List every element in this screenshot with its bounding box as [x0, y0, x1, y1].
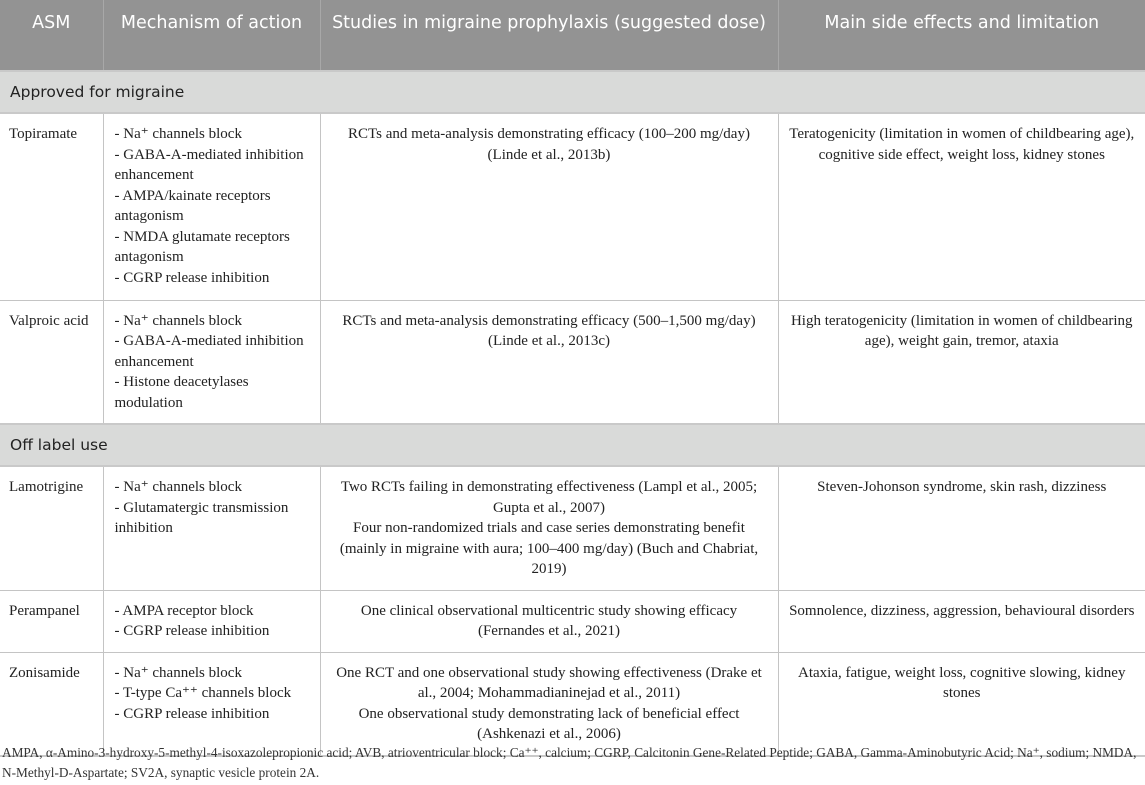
mechanism-item: - Histone deacetylases modulation [114, 374, 249, 411]
side-effects-cell: Teratogenicity (limitation in women of childbearing age), cognitive side effect, weight loss, kidney stones [778, 113, 1145, 300]
section-title: Approved for migraine [0, 71, 1145, 113]
mechanism-item: - Na⁺ channels block [114, 479, 242, 495]
table-header-row [0, 0, 1145, 71]
mechanism-item: - AMPA/kainate receptors antagonism [114, 187, 271, 224]
mechanism-item: - T-type Ca⁺⁺ channels block [114, 685, 292, 701]
table-row [0, 466, 1145, 590]
header-studies: Studies in migraine prophylaxis (suggested dose) [320, 0, 778, 71]
section-row-off-label [0, 424, 1145, 466]
asm-name: Topiramate [0, 113, 103, 300]
table-row [0, 590, 1145, 652]
studies-cell [320, 466, 778, 590]
section-row-approved [0, 71, 1145, 113]
asm-name: Zonisamide [0, 652, 103, 756]
mechanism-item: - CGRP release inhibition [114, 705, 270, 722]
mechanism-item: - CGRP release inhibition [114, 269, 270, 286]
table-footnote: AMPA, α-Amino-3-hydroxy-5-methyl-4-isoxazolepropionic acid; AVB, atrioventricular block; Ca⁺⁺, calcium; CGRP, Calcitonin Gene-Related Peptide; GABA, Gamma-Aminobutyric Acid; Na⁺, sodium; NMDA, N-Methyl-D-Aspartate; SV2A, synaptic vesicle protein 2A. [2, 745, 1137, 780]
mechanism-item: - AMPA receptor block [114, 602, 254, 619]
header-asm: ASM [0, 0, 103, 71]
mechanism-item: - GABA-A-mediated inhibition enhancement [114, 333, 304, 370]
study-item: RCTs and meta-analysis demonstrating efficacy (100–200 mg/day) (Linde et al., 2013b) [348, 126, 750, 163]
study-item: One observational study demonstrating lack of beneficial effect (Ashkenazi et al., 2006) [358, 705, 740, 742]
studies-cell [320, 652, 778, 756]
asm-name: Valproic acid [0, 300, 103, 424]
study-item: One RCT and one observational study showing effectiveness (Drake et al., 2004; Mohammadianinejad et al., 2011) [336, 664, 762, 701]
studies-cell [320, 300, 778, 424]
asm-name: Lamotrigine [0, 466, 103, 590]
header-side-effects: Main side effects and limitation [778, 0, 1145, 71]
mechanism-item: - Na⁺ channels block [114, 126, 242, 142]
side-effects-cell: Somnolence, dizziness, aggression, behavioural disorders [778, 590, 1145, 652]
side-effects-cell: High teratogenicity (limitation in women of childbearing age), weight gain, tremor, ataxia [778, 300, 1145, 424]
side-effects-cell: Steven-Johonson syndrome, skin rash, dizziness [778, 466, 1145, 590]
mechanism-list [103, 590, 320, 652]
studies-cell [320, 590, 778, 652]
study-item: RCTs and meta-analysis demonstrating efficacy (500–1,500 mg/day) (Linde et al., 2013c) [342, 312, 756, 349]
mechanism-list [103, 652, 320, 756]
study-item: Two RCTs failing in demonstrating effectiveness (Lampl et al., 2005; Gupta et al., 2007) [340, 479, 758, 516]
mechanism-item: - Na⁺ channels block [114, 664, 242, 681]
table-row [0, 652, 1145, 756]
studies-cell [320, 113, 778, 300]
section-title: Off label use [0, 424, 1145, 466]
mechanism-item: - Na⁺ channels block [114, 312, 242, 329]
asm-name: Perampanel [0, 590, 103, 652]
study-item: One clinical observational multicentric study showing efficacy (Fernandes et al., 2021) [360, 602, 738, 639]
mechanism-list [103, 466, 320, 590]
mechanism-item: - NMDA glutamate receptors antagonism [114, 228, 290, 265]
mechanism-list [103, 113, 320, 300]
mechanism-item: - Glutamatergic transmission inhibition [114, 499, 289, 536]
side-effects-cell: Ataxia, fatigue, weight loss, cognitive slowing, kidney stones [778, 652, 1145, 756]
table-row [0, 113, 1145, 300]
header-mechanism: Mechanism of action [103, 0, 320, 71]
table-row [0, 300, 1145, 424]
study-item: Four non-randomized trials and case series demonstrating benefit (mainly in migraine with aura; 100–400 mg/day) (Buch and Chabriat, 2019) [339, 520, 759, 577]
mechanism-list [103, 300, 320, 424]
mechanism-item: - CGRP release inhibition [114, 623, 270, 639]
mechanism-item: - GABA-A-mediated inhibition enhancement [114, 146, 304, 183]
